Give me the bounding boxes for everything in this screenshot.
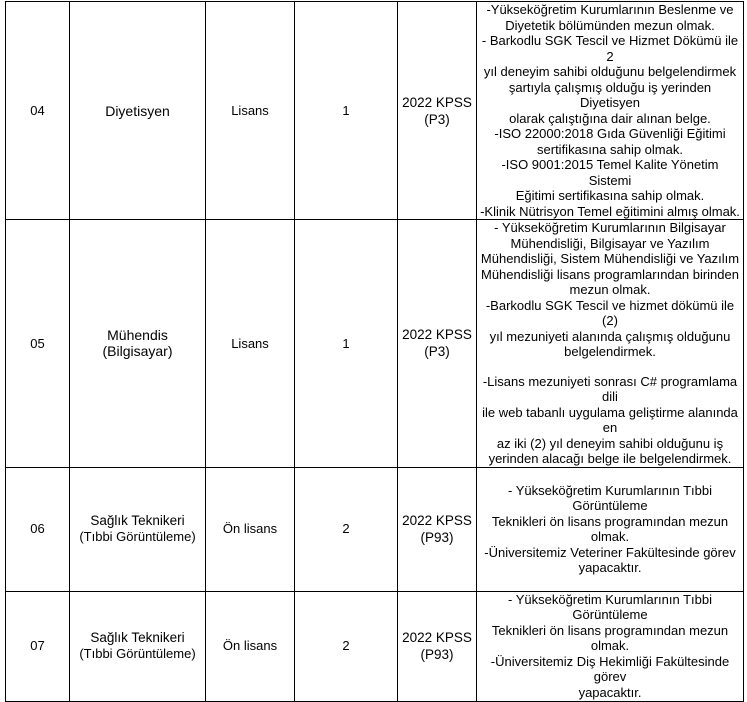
position-count: 1 <box>295 220 398 468</box>
kpss-year: 2022 KPSS <box>402 327 472 343</box>
position-title <box>70 591 206 701</box>
requirement-item: -Klinik Nütrisyon Temel eğitimini almış olmak. <box>480 203 740 219</box>
table-row <box>6 2 744 220</box>
position-count: 2 <box>295 591 398 701</box>
kpss-type: (P93) <box>420 530 454 545</box>
position-title-line1: Sağlık Teknikeri <box>90 630 185 645</box>
requirement-item: - Yükseköğretim Kurumlarının Tıbbi Görüntüleme Teknikleri ön lisans programından mezun olmak. <box>491 482 729 544</box>
requirement-item: - Barkodlu SGK Tescil ve Hizmet Dökümü ile 2 yıl deneyim sahibi olduğunu belgelendirmek şartıyla çalışmış olduğu iş yerinden Diyetisyen olarak çalıştığına dair alınan belge. <box>481 33 739 126</box>
requirement-item: -Yükseköğretim Kurumlarının Beslenme ve Diyetetik bölümünden mezun olmak. <box>486 2 734 33</box>
kpss-type: (P93) <box>420 647 454 662</box>
position-title <box>70 467 206 591</box>
requirement-item: -Lisans mezuniyeti sonrası C# programlama dili ile web tabanlı uygulama geliştirme alanında en az iki (2) yıl deneyim sahibi olduğunu iş yerinden alacağı belge ile belgelendirmek. <box>482 373 738 466</box>
education-level: Lisans <box>206 220 295 468</box>
position-title-line2: (Tıbbi Görüntüleme) <box>79 646 196 661</box>
requirement-item: -ISO 9001:2015 Temel Kalite Yönetim Sistemi Eğitimi sertifikasına sahip olmak. <box>501 157 719 203</box>
position-title <box>70 220 206 468</box>
requirement-item: - Yükseköğretim Kurumlarının Bilgisayar Mühendisliği, Bilgisayar ve Yazılım Mühendisliği, Sistem Mühendisliği ve Yazılım Mühendisliği lisans programlarından birinden mezun olmak. <box>480 220 740 297</box>
table-row <box>6 467 744 591</box>
position-code: 07 <box>6 591 70 701</box>
position-title-line2: (Bilgisayar) <box>102 343 173 360</box>
position-title-line2: (Tıbbi Görüntüleme) <box>79 529 196 544</box>
blank-line <box>479 360 741 374</box>
requirement-item: -Üniversitemiz Veteriner Fakültesinde görev yapacaktır. <box>484 544 736 575</box>
kpss-score-type <box>398 591 477 701</box>
table-row <box>6 591 744 701</box>
position-title-line1: Sağlık Teknikeri <box>90 513 185 528</box>
requirements-cell <box>477 2 744 220</box>
requirements-cell <box>477 591 744 701</box>
position-title-line1: Mühendis <box>107 327 168 344</box>
kpss-year: 2022 KPSS <box>402 630 472 645</box>
requirements-cell <box>477 220 744 468</box>
kpss-year: 2022 KPSS <box>402 94 472 110</box>
education-level: Ön lisans <box>206 591 295 701</box>
kpss-score-type <box>398 467 477 591</box>
requirement-item: - Yükseköğretim Kurumlarının Tıbbi Görüntüleme Teknikleri ön lisans programından mezun olmak. <box>491 591 729 654</box>
position-code: 05 <box>6 220 70 468</box>
education-level: Lisans <box>206 2 295 220</box>
requirement-item: -Üniversitemiz Diş Hekimliği Fakültesinde görev yapacaktır. <box>490 653 730 700</box>
table-row <box>6 220 744 468</box>
position-title-line1: Diyetisyen <box>105 102 170 119</box>
requirement-item: -Barkodlu SGK Tescil ve hizmet dökümü ile (2) yıl mezuniyeti alanında çalışmış olduğunu belgelendirmek. <box>485 297 735 359</box>
kpss-score-type <box>398 220 477 468</box>
kpss-year: 2022 KPSS <box>402 513 472 528</box>
position-count: 2 <box>295 467 398 591</box>
position-code: 04 <box>6 2 70 220</box>
position-code: 06 <box>6 467 70 591</box>
positions-table <box>5 1 744 702</box>
kpss-type: (P3) <box>424 344 450 360</box>
position-title <box>70 2 206 220</box>
kpss-type: (P3) <box>424 111 450 127</box>
position-count: 1 <box>295 2 398 220</box>
requirement-item: -ISO 22000:2018 Gıda Güvenliği Eğitimi sertifikasına sahip olmak. <box>494 126 726 157</box>
education-level: Ön lisans <box>206 467 295 591</box>
requirements-cell <box>477 467 744 591</box>
kpss-score-type <box>398 2 477 220</box>
